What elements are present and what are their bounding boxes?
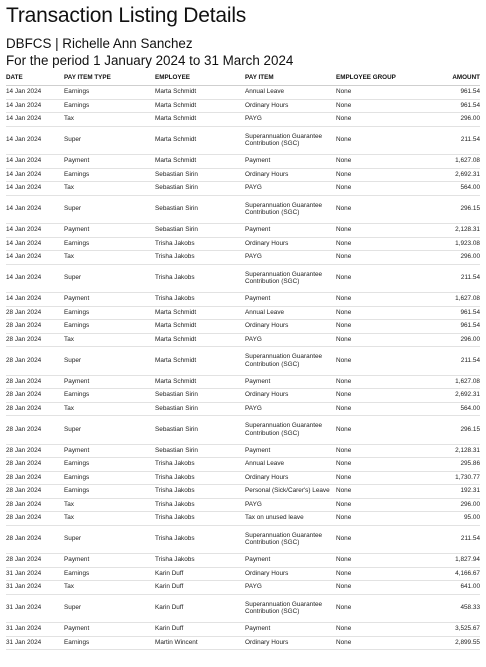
pay-item-type-cell: Tax [64,333,155,347]
employee-cell: Marta Schmidt [155,347,245,376]
pay-item-type-cell: Payment [64,623,155,637]
employee-cell: Karin Duff [155,581,245,595]
pay-item-type-cell: Earnings [64,485,155,499]
table-row [6,224,480,238]
amount-cell: 1,827.94 [422,554,480,568]
pay-item-cell: Ordinary Hours [245,389,336,403]
table-row [6,99,480,113]
employee-cell: Trisha Jakobs [155,485,245,499]
employee-cell: Trisha Jakobs [155,498,245,512]
employee-cell: Trisha Jakobs [155,237,245,251]
pay-item-cell: Superannuation Guarantee Contribution (SGC) [245,525,336,554]
table-row [6,567,480,581]
pay-item-cell: Ordinary Hours [245,567,336,581]
employee-group-cell: None [336,525,422,554]
amount-cell: 296.00 [422,251,480,265]
column-header-date: DATE [6,73,64,86]
table-row [6,320,480,334]
pay-item-cell: PAYG [245,113,336,127]
employee-group-cell: None [336,581,422,595]
amount-cell: 2,692.31 [422,389,480,403]
date-cell: 28 Jan 2024 [6,525,64,554]
employee-group-cell: None [336,554,422,568]
table-row [6,458,480,472]
employee-group-cell: None [336,293,422,307]
pay-item-cell: Superannuation Guarantee Contribution (SGC) [245,594,336,623]
pay-item-cell: Ordinary Hours [245,237,336,251]
pay-item-type-cell: Payment [64,293,155,307]
table-row [6,485,480,499]
date-cell: 14 Jan 2024 [6,113,64,127]
pay-item-type-cell: Earnings [64,168,155,182]
pay-item-cell: Payment [245,623,336,637]
pay-item-cell: PAYG [245,581,336,595]
employee-group-cell: None [336,402,422,416]
pay-item-type-cell: Payment [64,155,155,169]
employee-cell: Trisha Jakobs [155,251,245,265]
table-row [6,86,480,100]
pay-item-type-cell: Tax [64,251,155,265]
amount-cell: 296.00 [422,113,480,127]
pay-item-cell: Annual Leave [245,306,336,320]
amount-cell: 458.33 [422,594,480,623]
employee-cell: Sebastian Sirin [155,168,245,182]
pay-item-cell: Annual Leave [245,458,336,472]
table-row [6,375,480,389]
table-row [6,306,480,320]
table-row [6,402,480,416]
pay-item-type-cell: Super [64,195,155,224]
employee-group-cell: None [336,320,422,334]
employee-group-cell: None [336,224,422,238]
pay-item-type-cell: Payment [64,444,155,458]
employee-cell: Sebastian Sirin [155,416,245,445]
transaction-table [6,73,480,650]
date-cell: 14 Jan 2024 [6,251,64,265]
pay-item-type-cell: Earnings [64,636,155,650]
employee-cell: Marta Schmidt [155,155,245,169]
employee-group-cell: None [336,182,422,196]
pay-item-cell: Superannuation Guarantee Contribution (SGC) [245,126,336,155]
amount-cell: 2,899.55 [422,636,480,650]
amount-cell: 961.54 [422,320,480,334]
pay-item-type-cell: Super [64,264,155,293]
table-row [6,416,480,445]
table-row [6,168,480,182]
employee-cell: Marta Schmidt [155,126,245,155]
date-cell: 28 Jan 2024 [6,389,64,403]
employee-group-cell: None [336,264,422,293]
amount-cell: 211.54 [422,525,480,554]
pay-item-type-cell: Tax [64,581,155,595]
amount-cell: 1,627.08 [422,155,480,169]
pay-item-cell: Superannuation Guarantee Contribution (SGC) [245,347,336,376]
table-row [6,155,480,169]
employee-cell: Sebastian Sirin [155,389,245,403]
pay-item-cell: PAYG [245,402,336,416]
employee-cell: Trisha Jakobs [155,293,245,307]
pay-item-type-cell: Payment [64,554,155,568]
date-cell: 28 Jan 2024 [6,458,64,472]
pay-item-cell: Ordinary Hours [245,320,336,334]
amount-cell: 1,627.08 [422,375,480,389]
employee-group-cell: None [336,458,422,472]
amount-cell: 296.00 [422,333,480,347]
amount-cell: 1,627.08 [422,293,480,307]
amount-cell: 2,692.31 [422,168,480,182]
table-row [6,498,480,512]
date-cell: 28 Jan 2024 [6,444,64,458]
amount-cell: 564.00 [422,402,480,416]
amount-cell: 192.31 [422,485,480,499]
amount-cell: 564.00 [422,182,480,196]
amount-cell: 961.54 [422,306,480,320]
employee-cell: Trisha Jakobs [155,264,245,293]
pay-item-cell: Payment [245,444,336,458]
date-cell: 31 Jan 2024 [6,636,64,650]
table-row [6,333,480,347]
date-cell: 14 Jan 2024 [6,86,64,100]
employee-group-cell: None [336,86,422,100]
pay-item-type-cell: Earnings [64,237,155,251]
employee-cell: Marta Schmidt [155,375,245,389]
amount-cell: 295.86 [422,458,480,472]
pay-item-type-cell: Tax [64,402,155,416]
pay-item-cell: Tax on unused leave [245,512,336,526]
date-cell: 14 Jan 2024 [6,182,64,196]
amount-cell: 95.00 [422,512,480,526]
pay-item-type-cell: Earnings [64,86,155,100]
pay-item-cell: Superannuation Guarantee Contribution (SGC) [245,264,336,293]
pay-item-cell: Superannuation Guarantee Contribution (SGC) [245,195,336,224]
pay-item-cell: Annual Leave [245,86,336,100]
pay-item-type-cell: Payment [64,224,155,238]
table-row [6,251,480,265]
employee-cell: Sebastian Sirin [155,402,245,416]
employee-cell: Karin Duff [155,623,245,637]
pay-item-type-cell: Earnings [64,567,155,581]
date-cell: 28 Jan 2024 [6,333,64,347]
amount-cell: 211.54 [422,264,480,293]
employee-group-cell: None [336,444,422,458]
table-row [6,636,480,650]
employee-cell: Trisha Jakobs [155,458,245,472]
date-cell: 14 Jan 2024 [6,155,64,169]
employee-cell: Karin Duff [155,567,245,581]
employee-cell: Martin Wincent [155,636,245,650]
pay-item-type-cell: Payment [64,375,155,389]
employee-cell: Sebastian Sirin [155,444,245,458]
pay-item-cell: PAYG [245,251,336,265]
amount-cell: 296.00 [422,498,480,512]
date-cell: 14 Jan 2024 [6,126,64,155]
amount-cell: 2,128.31 [422,444,480,458]
table-row [6,347,480,376]
pay-item-cell: Payment [245,224,336,238]
amount-cell: 2,128.31 [422,224,480,238]
employee-group-cell: None [336,485,422,499]
employee-cell: Marta Schmidt [155,113,245,127]
pay-item-cell: Payment [245,155,336,169]
pay-item-cell: PAYG [245,498,336,512]
column-header-pay-item: PAY ITEM [245,73,336,86]
pay-item-type-cell: Tax [64,113,155,127]
employee-group-cell: None [336,126,422,155]
employee-group-cell: None [336,168,422,182]
employee-group-cell: None [336,251,422,265]
pay-item-type-cell: Tax [64,498,155,512]
employee-group-cell: None [336,636,422,650]
amount-cell: 211.54 [422,347,480,376]
date-cell: 28 Jan 2024 [6,375,64,389]
pay-item-cell: PAYG [245,333,336,347]
date-cell: 28 Jan 2024 [6,485,64,499]
date-cell: 14 Jan 2024 [6,264,64,293]
date-cell: 31 Jan 2024 [6,594,64,623]
table-row [6,126,480,155]
pay-item-cell: Superannuation Guarantee Contribution (SGC) [245,416,336,445]
employee-group-cell: None [336,512,422,526]
employee-group-cell: None [336,623,422,637]
employee-cell: Marta Schmidt [155,320,245,334]
date-cell: 31 Jan 2024 [6,581,64,595]
pay-item-cell: Payment [245,554,336,568]
pay-item-type-cell: Super [64,347,155,376]
employee-group-cell: None [336,306,422,320]
table-row [6,182,480,196]
table-header-row [6,73,480,86]
amount-cell: 961.54 [422,99,480,113]
employee-group-cell: None [336,471,422,485]
date-cell: 28 Jan 2024 [6,498,64,512]
employee-group-cell: None [336,347,422,376]
employee-cell: Trisha Jakobs [155,554,245,568]
pay-item-cell: PAYG [245,182,336,196]
table-row [6,237,480,251]
period-line: For the period 1 January 2024 to 31 March 2024 [6,53,294,68]
employee-cell: Marta Schmidt [155,86,245,100]
date-cell: 14 Jan 2024 [6,99,64,113]
table-row [6,389,480,403]
pay-item-cell: Ordinary Hours [245,99,336,113]
employee-cell: Karin Duff [155,594,245,623]
pay-item-cell: Personal (Sick/Carer's) Leave [245,485,336,499]
pay-item-type-cell: Earnings [64,458,155,472]
employee-group-cell: None [336,113,422,127]
table-row [6,293,480,307]
amount-cell: 296.15 [422,195,480,224]
pay-item-type-cell: Earnings [64,389,155,403]
pay-item-cell: Ordinary Hours [245,471,336,485]
table-row [6,444,480,458]
company-line: DBFCS | Richelle Ann Sanchez [6,36,193,51]
date-cell: 31 Jan 2024 [6,567,64,581]
table-row [6,581,480,595]
amount-cell: 3,525.67 [422,623,480,637]
date-cell: 28 Jan 2024 [6,471,64,485]
employee-cell: Marta Schmidt [155,333,245,347]
employee-cell: Trisha Jakobs [155,512,245,526]
table-row [6,554,480,568]
pay-item-type-cell: Super [64,416,155,445]
pay-item-cell: Ordinary Hours [245,636,336,650]
table-row [6,113,480,127]
employee-cell: Trisha Jakobs [155,525,245,554]
date-cell: 28 Jan 2024 [6,512,64,526]
pay-item-cell: Payment [245,375,336,389]
employee-cell: Trisha Jakobs [155,471,245,485]
date-cell: 14 Jan 2024 [6,224,64,238]
column-header-amount: AMOUNT [422,73,480,86]
date-cell: 28 Jan 2024 [6,416,64,445]
report-title: Transaction Listing Details [6,4,247,27]
employee-group-cell: None [336,416,422,445]
date-cell: 14 Jan 2024 [6,168,64,182]
date-cell: 31 Jan 2024 [6,623,64,637]
employee-group-cell: None [336,99,422,113]
pay-item-type-cell: Earnings [64,320,155,334]
employee-cell: Marta Schmidt [155,99,245,113]
amount-cell: 1,730.77 [422,471,480,485]
employee-group-cell: None [336,155,422,169]
column-header-pay-item-type: PAY ITEM TYPE [64,73,155,86]
employee-group-cell: None [336,375,422,389]
amount-cell: 296.15 [422,416,480,445]
date-cell: 28 Jan 2024 [6,320,64,334]
table-row [6,594,480,623]
column-header-employee-group: EMPLOYEE GROUP [336,73,422,86]
pay-item-type-cell: Super [64,525,155,554]
pay-item-type-cell: Earnings [64,99,155,113]
employee-group-cell: None [336,237,422,251]
pay-item-type-cell: Super [64,594,155,623]
employee-cell: Sebastian Sirin [155,195,245,224]
table-row [6,525,480,554]
employee-cell: Sebastian Sirin [155,224,245,238]
table-row [6,623,480,637]
date-cell: 14 Jan 2024 [6,195,64,224]
amount-cell: 1,923.08 [422,237,480,251]
table-row [6,512,480,526]
employee-cell: Sebastian Sirin [155,182,245,196]
table-row [6,471,480,485]
date-cell: 14 Jan 2024 [6,237,64,251]
amount-cell: 961.54 [422,86,480,100]
employee-group-cell: None [336,498,422,512]
employee-group-cell: None [336,389,422,403]
amount-cell: 4,166.67 [422,567,480,581]
column-header-employee: EMPLOYEE [155,73,245,86]
amount-cell: 211.54 [422,126,480,155]
date-cell: 14 Jan 2024 [6,293,64,307]
pay-item-cell: Ordinary Hours [245,168,336,182]
amount-cell: 641.00 [422,581,480,595]
pay-item-type-cell: Tax [64,512,155,526]
employee-group-cell: None [336,333,422,347]
table-row [6,195,480,224]
employee-group-cell: None [336,567,422,581]
pay-item-type-cell: Earnings [64,306,155,320]
pay-item-type-cell: Earnings [64,471,155,485]
date-cell: 28 Jan 2024 [6,402,64,416]
table-body [6,86,480,650]
pay-item-cell: Payment [245,293,336,307]
pay-item-type-cell: Tax [64,182,155,196]
employee-group-cell: None [336,594,422,623]
employee-cell: Marta Schmidt [155,306,245,320]
employee-group-cell: None [336,195,422,224]
date-cell: 28 Jan 2024 [6,554,64,568]
table-row [6,264,480,293]
date-cell: 28 Jan 2024 [6,306,64,320]
date-cell: 28 Jan 2024 [6,347,64,376]
pay-item-type-cell: Super [64,126,155,155]
